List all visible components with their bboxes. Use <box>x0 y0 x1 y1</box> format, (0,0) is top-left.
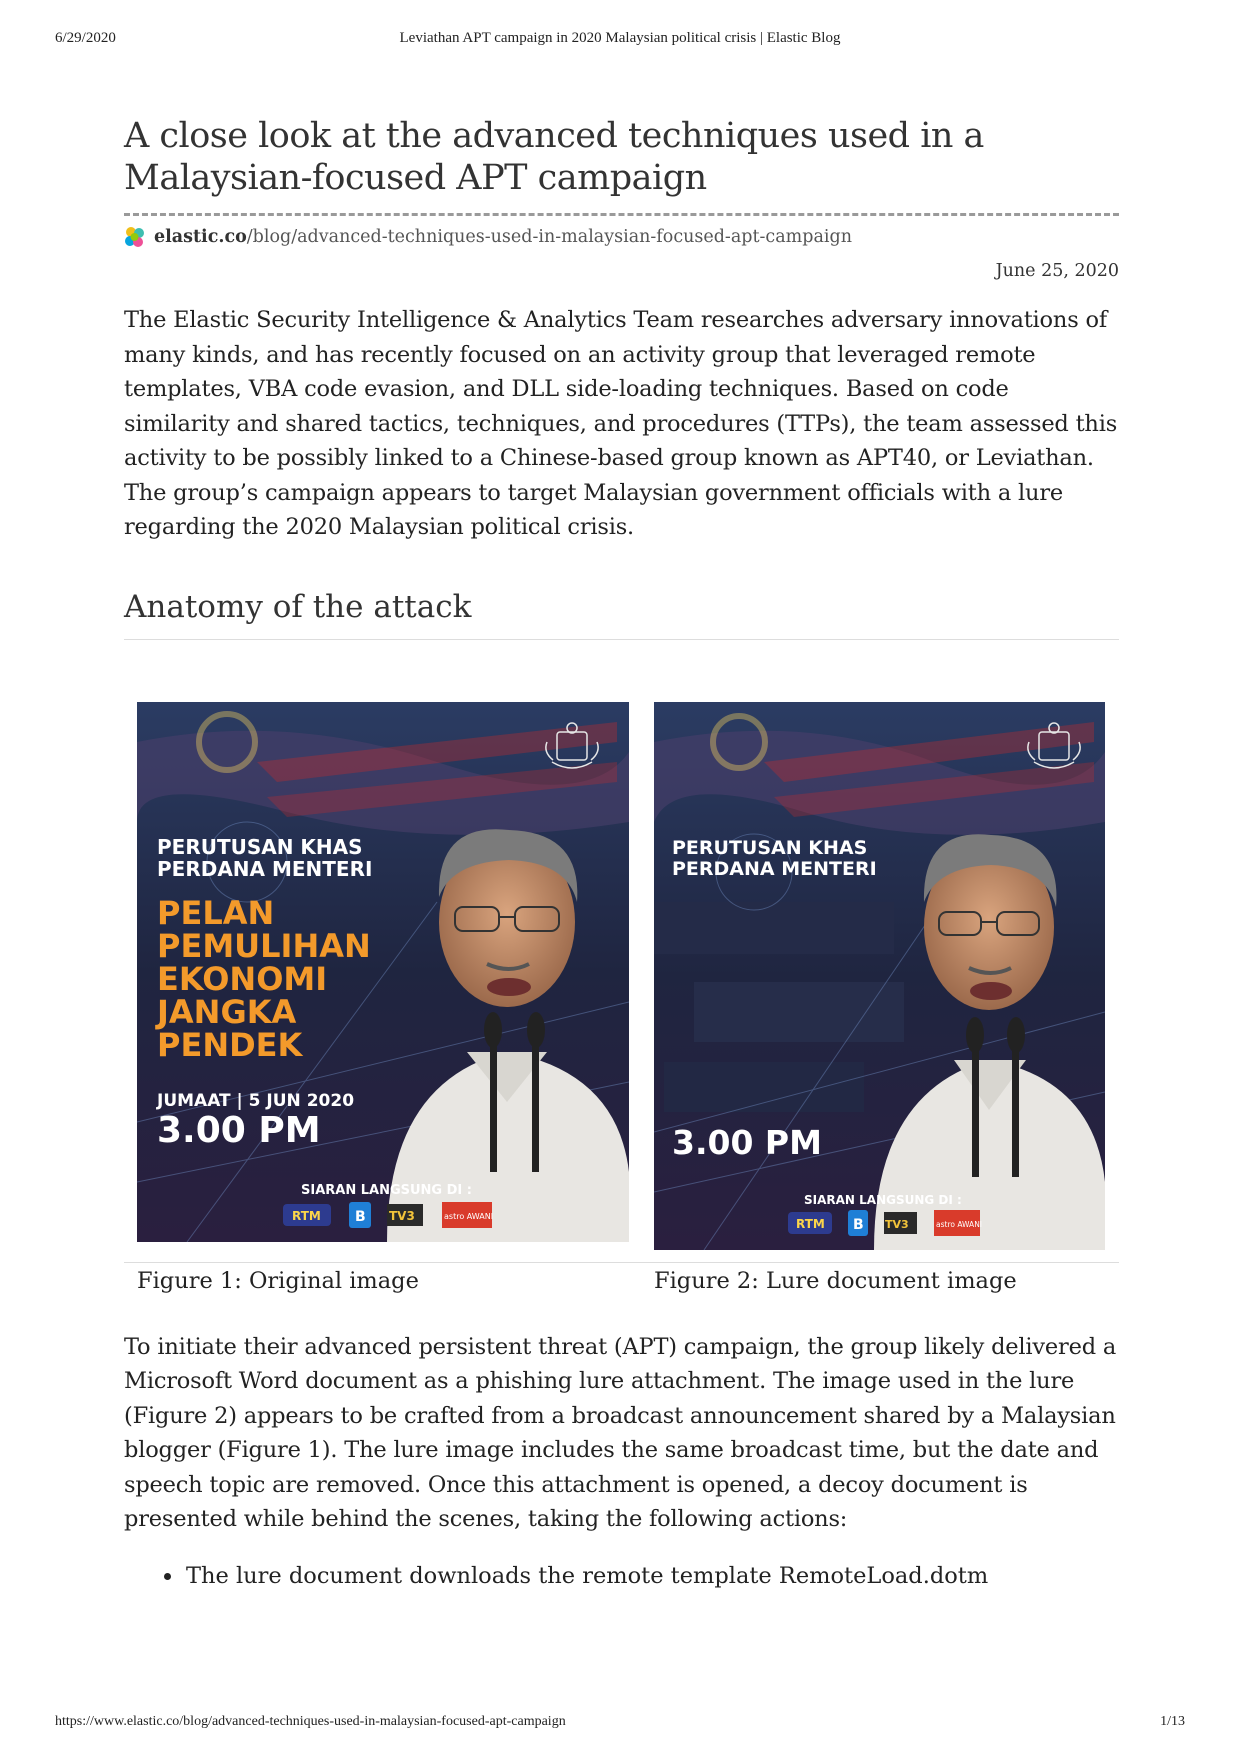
fig1-time: 3.00 PM <box>157 1109 321 1151</box>
elastic-logo-icon <box>124 226 146 248</box>
intro-paragraph: The Elastic Security Intelligence & Analytics Team researches adversary innovations of many kinds, and has recently focused on an activity group that leveraged remote templates, VBA code evasion, and DLL side-loading techniques. Based on code similarity and shared tactics, techniques, and procedures (TTPs), the team assessed this activity to be possibly linked to a Chinese-based group known as APT40, or Leviathan. The group’s campaign appears to target Malaysian government officials with a lure regarding the 2020 Malaysian political crisis. <box>124 307 1118 540</box>
source-link[interactable] <box>124 226 1119 248</box>
source-domain: elastic.co <box>154 227 247 247</box>
fig1-headline-line1: PERUTUSAN KHAS <box>157 834 363 859</box>
publish-date: June 25, 2020 <box>995 261 1119 281</box>
print-header <box>55 30 1185 52</box>
page-number: 1/13 <box>1160 1714 1185 1729</box>
fig1-topic-line: PEMULIHAN <box>157 926 371 965</box>
action-list <box>124 1559 1119 1593</box>
article <box>124 115 1119 1593</box>
fig2-channel-b: B <box>853 1216 864 1233</box>
fig1-topic-line: JANGKA <box>157 992 297 1031</box>
figure-1-caption: Figure 1: Original image <box>137 1267 419 1294</box>
figure-captions <box>124 1268 1119 1312</box>
figure-2-caption: Figure 2: Lure document image <box>654 1267 1017 1294</box>
fig2-channel-tv3: TV3 <box>885 1217 909 1231</box>
footer-url[interactable]: https://www.elastic.co/blog/advanced-techniques-used-in-malaysian-focused-apt-campaign <box>55 1714 566 1729</box>
figures <box>124 640 1119 1260</box>
section-heading: Anatomy of the attack <box>124 588 472 625</box>
source-path: /blog/advanced-techniques-used-in-malaysian-focused-apt-campaign <box>246 227 852 247</box>
fig2-broadcast: SIARAN LANGSUNG DI : <box>804 1192 962 1207</box>
fig2-headline-line2: PERDANA MENTERI <box>672 857 877 880</box>
list-item: • The lure document downloads the remote template RemoteLoad.dotm <box>184 1559 1119 1593</box>
body-paragraph: To initiate their advanced persistent threat (APT) campaign, the group likely delivered a Microsoft Word document as a phishing lure attachment. The image used in the lure (Figure 2) appears to be crafted from a broadcast announcement shared by a Malaysian blogger (Figure 1). The lure image includes the same broadcast time, but the date and speech topic are removed. Once this attachment is opened, a decoy document is presented while behind the scenes, taking the following actions: <box>124 1333 1117 1532</box>
fig1-channel-tv3: TV3 <box>389 1208 415 1223</box>
fig1-headline-line2: PERDANA MENTERI <box>157 856 373 881</box>
article-title: A close look at the advanced techniques used in a Malaysian-focused APT campaign <box>124 116 984 198</box>
fig1-topic-line: EKONOMI <box>157 959 328 998</box>
fig1-channel-logos <box>283 1202 493 1228</box>
fig2-channel-astro: astro AWANI <box>936 1219 983 1229</box>
fig1-channel-b: B <box>355 1208 366 1225</box>
figures-divider <box>124 1262 1119 1263</box>
figure-1-image <box>137 702 629 1242</box>
title-divider <box>124 213 1119 216</box>
figure-2-image <box>654 702 1105 1250</box>
fig1-channel-rtm: RTM <box>292 1208 321 1223</box>
fig2-time: 3.00 PM <box>672 1122 822 1162</box>
fig2-headline-line1: PERUTUSAN KHAS <box>672 836 868 859</box>
fig2-channel-logos <box>788 1210 982 1236</box>
fig1-broadcast: SIARAN LANGSUNG DI : <box>301 1182 472 1198</box>
print-footer <box>55 1714 1185 1734</box>
fig1-topic-line: PELAN <box>157 893 275 932</box>
fig1-date: JUMAAT | 5 JUN 2020 <box>157 1090 355 1111</box>
fig2-channel-rtm: RTM <box>796 1216 825 1231</box>
print-date: 6/29/2020 <box>55 30 116 46</box>
print-page-title: Leviathan APT campaign in 2020 Malaysian political crisis | Elastic Blog <box>399 30 841 46</box>
fig1-topic-line: PENDEK <box>157 1025 303 1064</box>
fig1-channel-astro: astro AWANI <box>444 1211 494 1221</box>
